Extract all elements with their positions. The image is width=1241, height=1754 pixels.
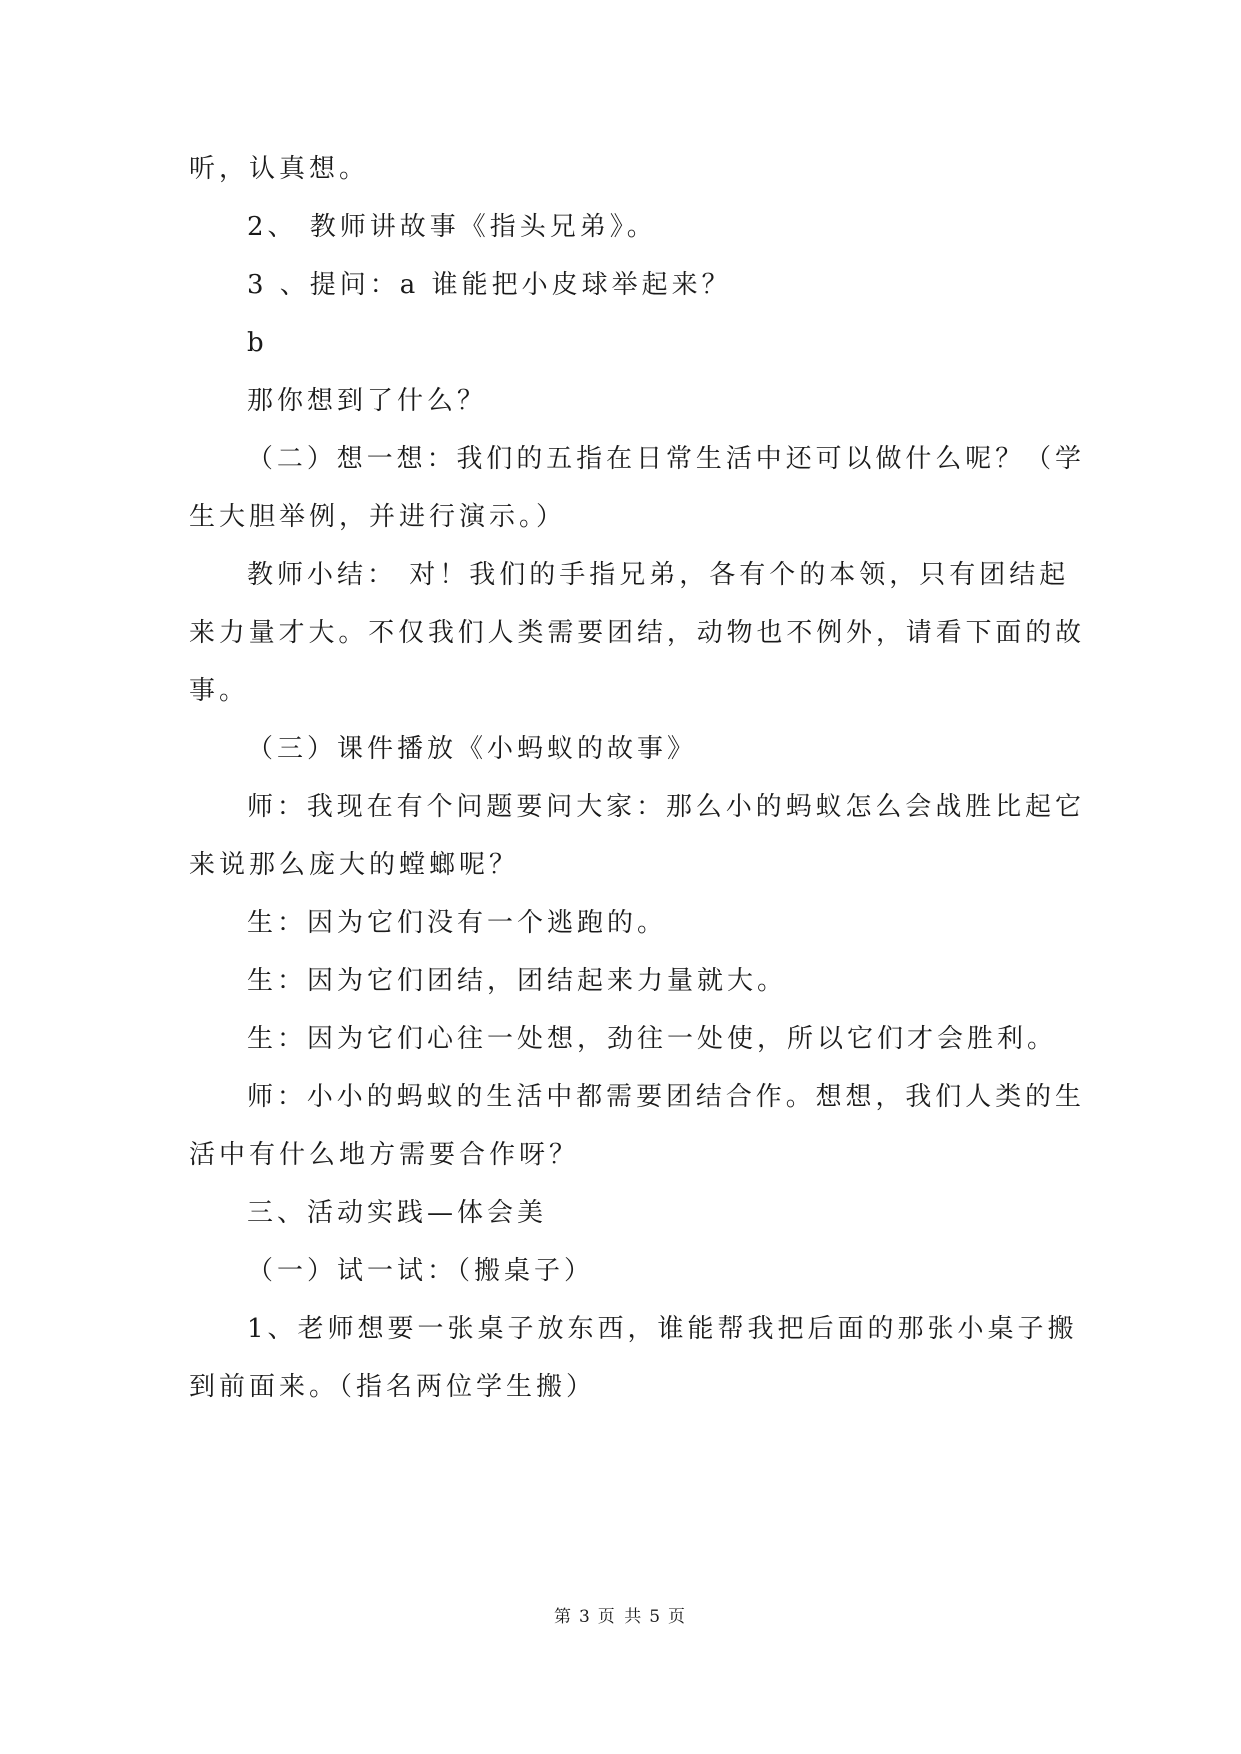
text-line: 来说那么庞大的螳螂呢？	[189, 850, 520, 880]
footer-prefix: 第	[553, 1607, 573, 1627]
text-line: 活中有什么地方需要合作呀？	[189, 1140, 580, 1170]
text-line: 听，认真想。	[189, 154, 370, 184]
footer-middle: 页 共	[597, 1607, 644, 1627]
footer-suffix: 页	[668, 1607, 688, 1627]
text-line: 生大胆举例，并进行演示。）	[189, 502, 567, 532]
text-line: 3 、提问：a 谁能把小皮球举起来？	[247, 270, 732, 300]
text-line: 到前面来。（指名两位学生搬）	[189, 1372, 597, 1402]
footer-current-page: 3	[578, 1607, 592, 1627]
text-line: （二）想一想：我们的五指在日常生活中还可以做什么呢？（学	[247, 444, 1085, 474]
text-line: 事。	[189, 676, 250, 706]
page-footer	[0, 1605, 1241, 1629]
text-line: 生：因为它们心往一处想，劲往一处使，所以它们才会胜利。	[247, 1024, 1058, 1054]
text-line: （三）课件播放《小蚂蚁的故事》	[247, 734, 698, 764]
text-line: 教师小结： 对！我们的手指兄弟，各有个的本领，只有团结起	[247, 560, 1070, 590]
text-line: 1、老师想要一张桌子放东西，谁能帮我把后面的那张小桌子搬	[247, 1314, 1078, 1344]
text-line: 生：因为它们团结，团结起来力量就大。	[247, 966, 788, 996]
text-line: b	[247, 328, 268, 358]
text-line: （一）试一试：（搬桌子）	[247, 1256, 595, 1286]
text-line: 师：我现在有个问题要问大家：那么小的蚂蚁怎么会战胜比起它	[247, 792, 1085, 822]
text-line: 生：因为它们没有一个逃跑的。	[247, 908, 668, 938]
text-line: 三、活动实践—体会美	[247, 1198, 548, 1228]
footer-total-pages: 5	[649, 1607, 663, 1627]
text-line: 来力量才大。不仅我们人类需要团结，动物也不例外，请看下面的故	[189, 618, 1086, 648]
text-line: 师：小小的蚂蚁的生活中都需要团结合作。想想，我们人类的生	[247, 1082, 1085, 1112]
text-line: 2、 教师讲故事《指头兄弟》。	[247, 212, 657, 242]
text-line: 那你想到了什么？	[247, 386, 488, 416]
